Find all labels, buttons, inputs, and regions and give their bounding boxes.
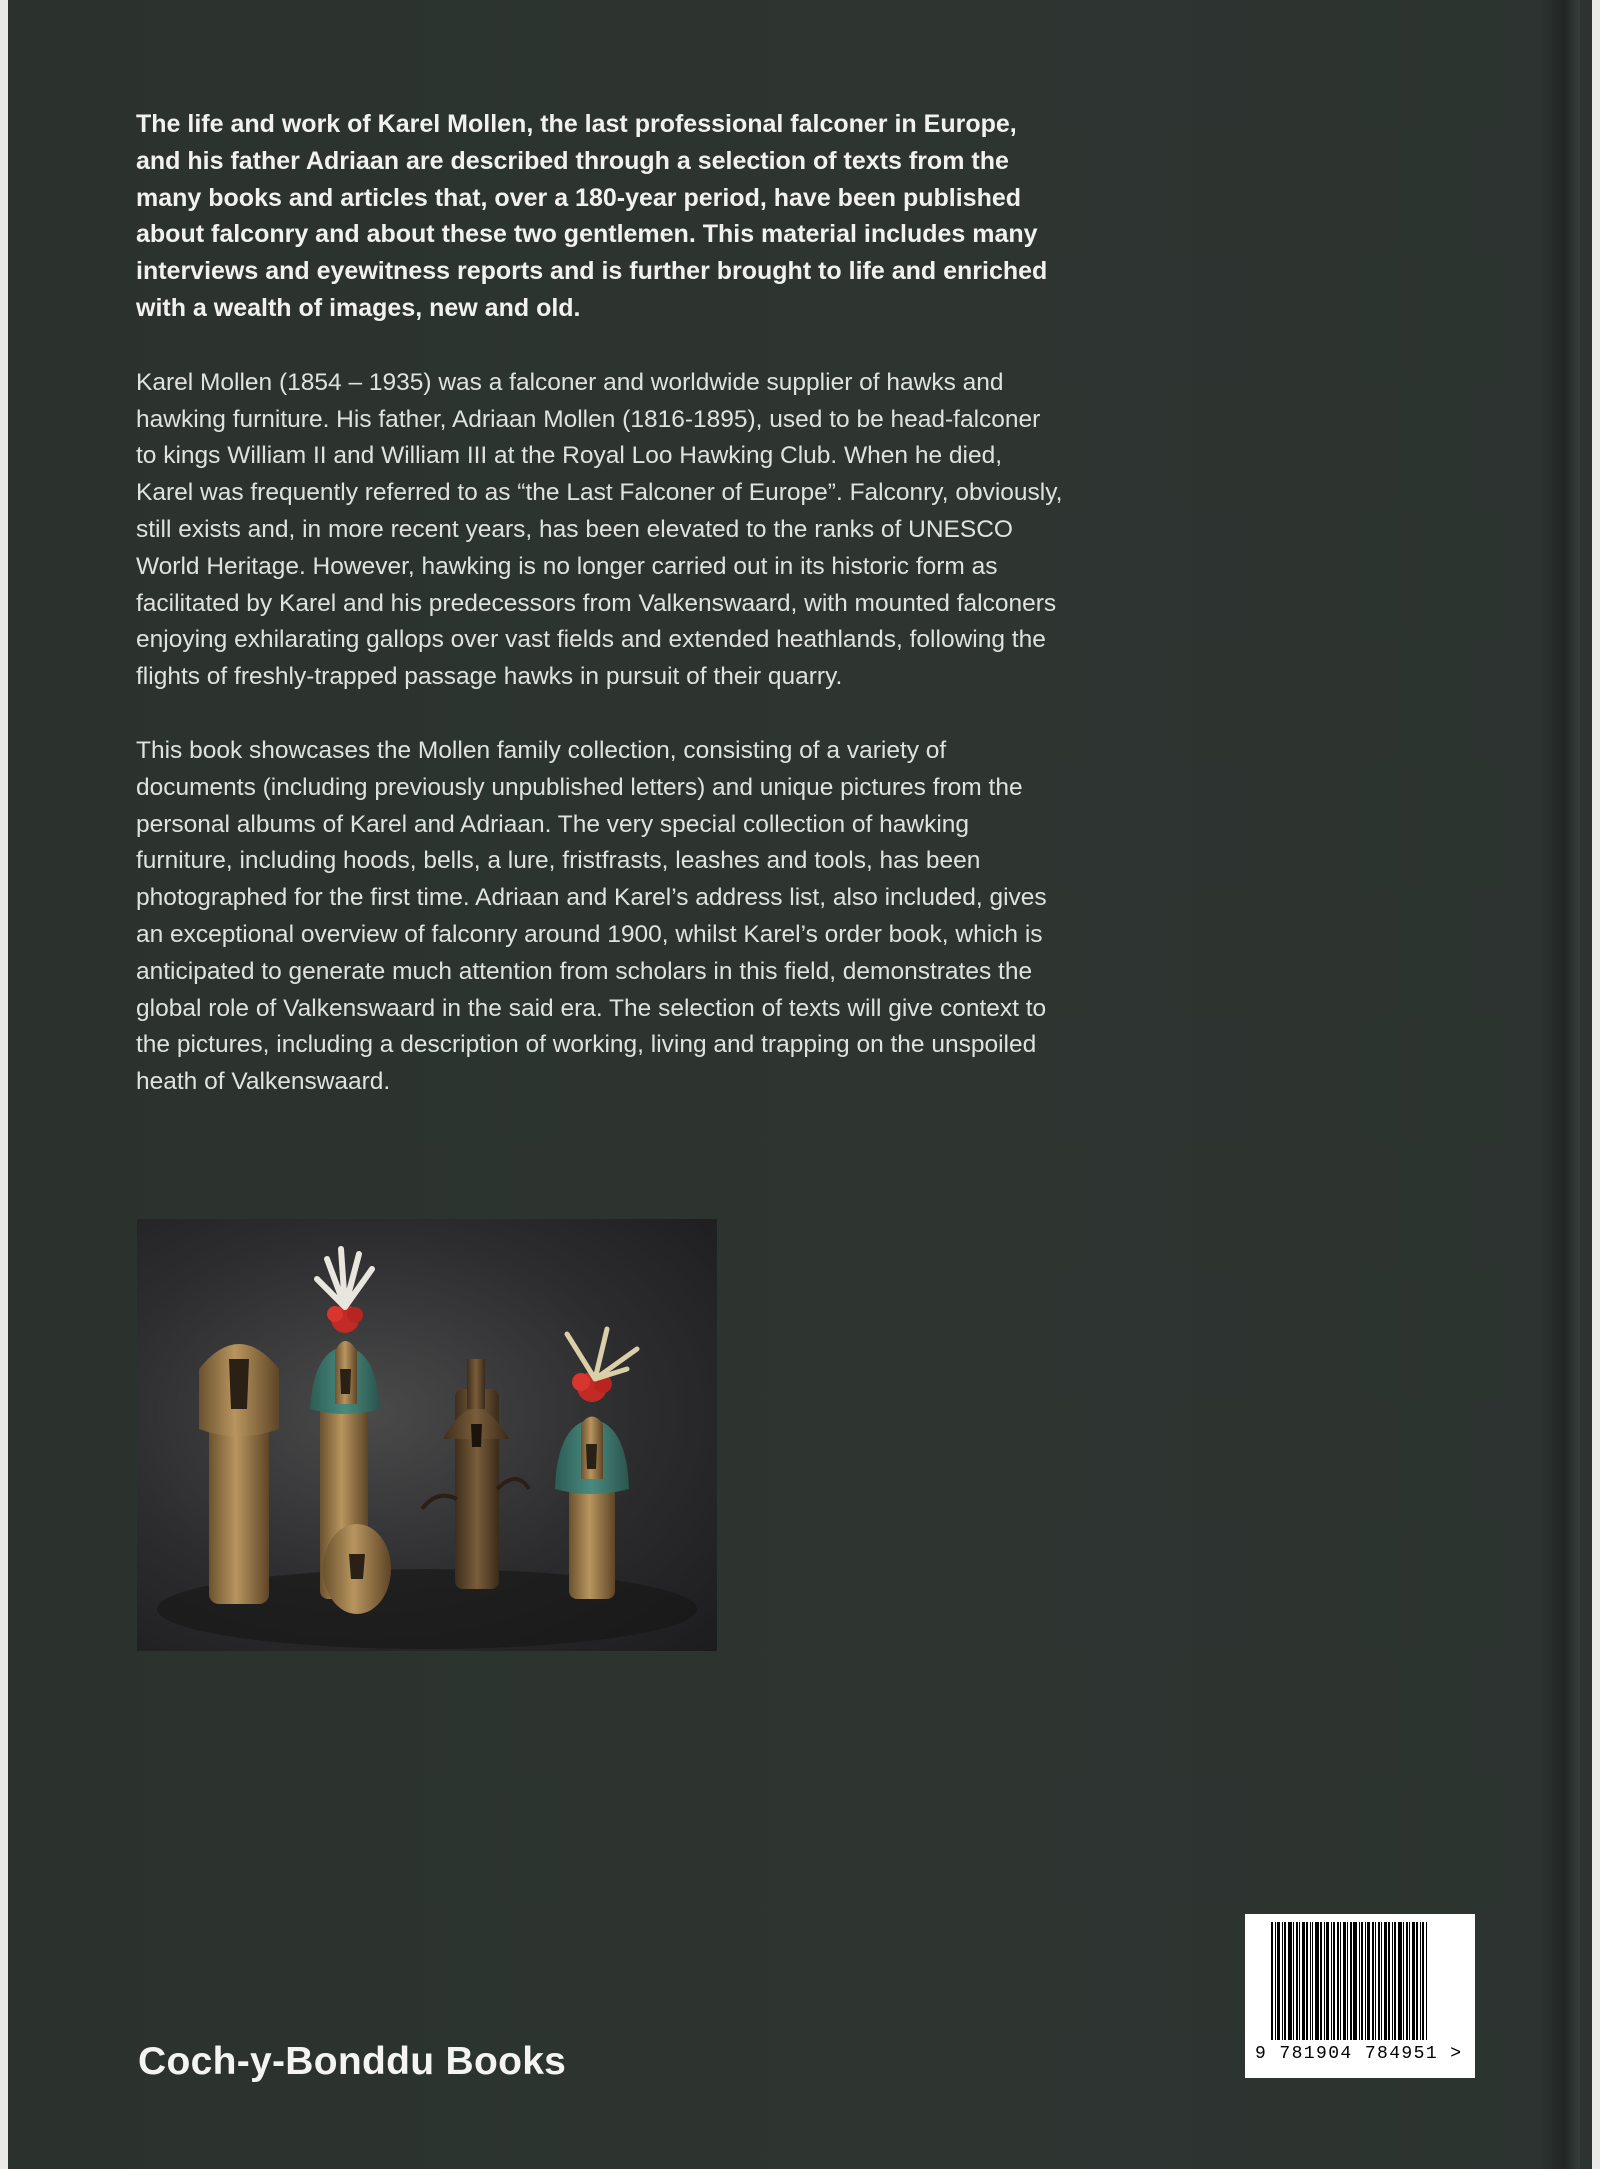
intro-paragraph: The life and work of Karel Mollen, the last professional falconer in Europe, and his father Adriaan are described through a selection of texts from the many books and articles that, over a 180-year period, have been published about falconry and about these two gentlemen. This material includes many interviews and eyewitness reports and is further brought to life and enriched with a wealth of images, new and old.	[136, 110, 1048, 322]
isbn-number: 9 781904 784951 >	[1255, 2044, 1463, 2064]
barcode-bars	[1255, 1922, 1465, 2040]
body-paragraph-2: This book showcases the Mollen family collection, consisting of a variety of documents (including previously unpublished letters) and unique pictures from the personal albums of Karel and Adriaan. The very special collection of hawking furniture, including hoods, bells, a lure, fristfrasts, leashes and tools, has been photographed for the first time. Adriaan and Karel’s address list, also included, gives an exceptional overview of falconry around 1900, whilst Karel’s order book, which is anticipated to generate much attention from scholars in this field, demonstrates the global role of Valkenswaard in the said era. The selection of texts will give context to the pictures, including a description of working, living and trapping on the unspoiled heath of Valkenswaard.	[136, 736, 1047, 1096]
body-paragraph-1: Karel Mollen (1854 – 1935) was a falconer and worldwide supplier of hawks and hawking furniture. His father, Adriaan Mollen (1816-1895), used to be head-falconer to kings William II and William III at the Royal Loo Hawking Club. When he died, Karel was frequently referred to as “the Last Falconer of Europe”. Falconry, obviously, still exists and, in more recent years, has been elevated to the ranks of UNESCO World Heritage. However, hawking is no longer carried out in its historic form as facilitated by Karel and his predecessors from Valkenswaard, with mounted falconers enjoying exhilarating gallops over vast fields and extended heathlands, following the flights of freshly-trapped passage hawks in pursuit of their quarry.	[136, 368, 1063, 691]
book-back-cover	[8, 0, 1592, 2169]
cover-edge-shadow	[1540, 0, 1580, 2169]
publisher-name: Coch-y-Bonddu Books	[138, 2040, 567, 2083]
falconry-hoods-photo	[137, 1219, 717, 1651]
isbn-barcode	[1245, 1914, 1475, 2078]
cover-text-block	[136, 106, 1066, 1138]
